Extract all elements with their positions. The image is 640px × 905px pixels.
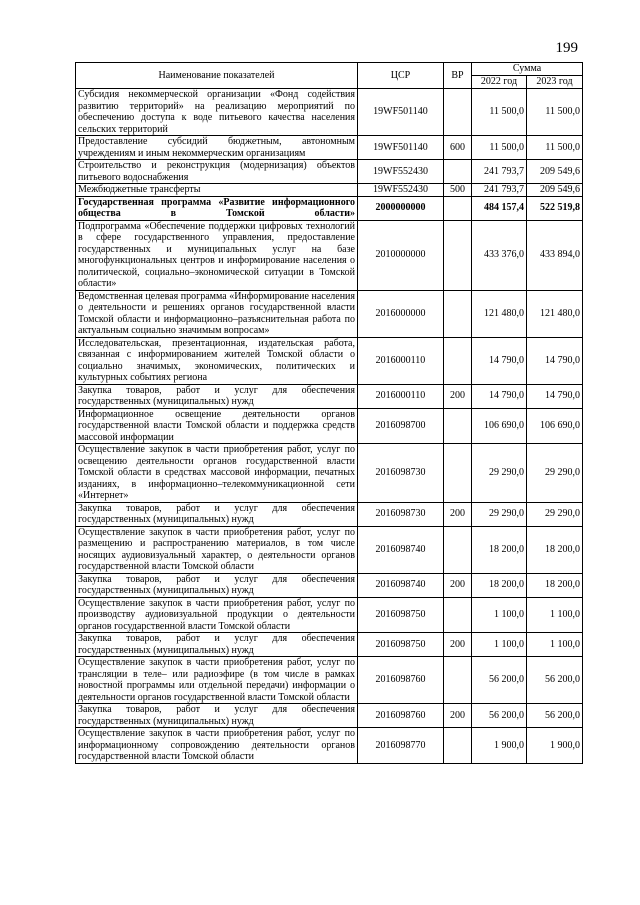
row-name: Государственная программа «Развитие информационного общества в Томской области»	[76, 196, 358, 220]
row-sum-2022: 484 157,4	[472, 196, 527, 220]
row-sum-2022: 18 200,0	[472, 573, 527, 597]
row-name: Строительство и реконструкция (модернизация) объектов питьевого водоснабжения	[76, 160, 358, 184]
budget-table	[75, 62, 583, 764]
row-name: Субсидия некоммерческой организации «Фонд содействия развитию территорий» на реализацию мероприятий по обеспечению доступа к воде питьевого качества населения сельских территорий	[76, 89, 358, 136]
row-name: Предоставление субсидий бюджетным, автономным учреждениям и иным некоммерческим организациям	[76, 136, 358, 160]
row-name: Межбюджетные трансферты	[76, 184, 358, 197]
table-row	[76, 337, 583, 384]
row-csr-code: 2010000000	[358, 220, 444, 290]
row-sum-2022: 18 200,0	[472, 526, 527, 573]
row-sum-2022: 1 900,0	[472, 728, 527, 764]
row-vr-code	[444, 89, 472, 136]
row-vr-code: 500	[444, 184, 472, 197]
row-vr-code	[444, 444, 472, 503]
row-sum-2022: 11 500,0	[472, 136, 527, 160]
row-sum-2022: 433 376,0	[472, 220, 527, 290]
row-sum-2023: 11 500,0	[527, 89, 583, 136]
row-sum-2023: 18 200,0	[527, 526, 583, 573]
row-sum-2022: 56 200,0	[472, 657, 527, 704]
row-csr-code: 2000000000	[358, 196, 444, 220]
row-sum-2023: 1 900,0	[527, 728, 583, 764]
row-name: Информационное освещение деятельности органов государственной власти Томской области и поддержка средств массовой информации	[76, 408, 358, 444]
table-row	[76, 657, 583, 704]
row-sum-2023: 29 290,0	[527, 444, 583, 503]
row-vr-code: 200	[444, 573, 472, 597]
row-sum-2023: 18 200,0	[527, 573, 583, 597]
row-csr-code: 2016098760	[358, 704, 444, 728]
row-sum-2023: 121 480,0	[527, 290, 583, 337]
table-row	[76, 597, 583, 633]
row-csr-code: 2016098730	[358, 502, 444, 526]
row-name: Закупка товаров, работ и услуг для обеспечения государственных (муниципальных) нужд	[76, 384, 358, 408]
table-row	[76, 573, 583, 597]
table-row	[76, 408, 583, 444]
row-vr-code	[444, 196, 472, 220]
table-row	[76, 502, 583, 526]
row-csr-code: 2016098750	[358, 633, 444, 657]
table-row	[76, 184, 583, 197]
row-vr-code	[444, 408, 472, 444]
row-csr-code: 2016000000	[358, 290, 444, 337]
row-sum-2022: 241 793,7	[472, 184, 527, 197]
header-name: Наименование показателей	[76, 63, 358, 89]
row-name: Закупка товаров, работ и услуг для обеспечения государственных (муниципальных) нужд	[76, 633, 358, 657]
row-name: Подпрограмма «Обеспечение поддержки цифровых технологий в сфере государственного управления, предоставление государственных и муниципальных услуг на базе многофункциональных центров и информирование населения о политической, социально–экономической ситуации в Томской области»	[76, 220, 358, 290]
row-csr-code: 19WF501140	[358, 89, 444, 136]
table-row	[76, 526, 583, 573]
row-vr-code: 200	[444, 502, 472, 526]
row-sum-2023: 209 549,6	[527, 160, 583, 184]
row-sum-2023: 209 549,6	[527, 184, 583, 197]
row-csr-code: 2016000110	[358, 337, 444, 384]
header-sum: Сумма	[472, 63, 583, 76]
row-sum-2023: 522 519,8	[527, 196, 583, 220]
table-row	[76, 633, 583, 657]
header-year-2022: 2022 год	[472, 76, 527, 89]
row-vr-code: 200	[444, 704, 472, 728]
row-sum-2023: 14 790,0	[527, 337, 583, 384]
row-vr-code	[444, 160, 472, 184]
row-sum-2022: 14 790,0	[472, 384, 527, 408]
table-row	[76, 704, 583, 728]
row-csr-code: 2016098750	[358, 597, 444, 633]
row-csr-code: 19WF501140	[358, 136, 444, 160]
row-sum-2022: 241 793,7	[472, 160, 527, 184]
row-csr-code: 19WF552430	[358, 160, 444, 184]
row-name: Осуществление закупок в части приобретения работ, услуг по освещению деятельности органов государственной власти Томской области в средствах массовой информации, печатных изданиях, в информационно–телекоммуникационной сети «Интернет»	[76, 444, 358, 503]
row-name: Осуществление закупок в части приобретения работ, услуг по размещению и распространению материалов, в том числе носящих аудиовизуальный характер, о деятельности органов государственной власти Томской области	[76, 526, 358, 573]
row-sum-2023: 1 100,0	[527, 633, 583, 657]
row-name: Осуществление закупок в части приобретения работ, услуг по трансляции в теле– или радиоэфире (в том числе в рамках новостной программы или отдельной передачи) информации о деятельности органов государственной власти Томской области	[76, 657, 358, 704]
row-csr-code: 2016000110	[358, 384, 444, 408]
row-name: Закупка товаров, работ и услуг для обеспечения государственных (муниципальных) нужд	[76, 573, 358, 597]
row-sum-2022: 121 480,0	[472, 290, 527, 337]
header-vr: ВР	[444, 63, 472, 89]
row-sum-2023: 29 290,0	[527, 502, 583, 526]
table-row	[76, 444, 583, 503]
row-vr-code	[444, 728, 472, 764]
row-sum-2023: 14 790,0	[527, 384, 583, 408]
row-name: Осуществление закупок в части приобретения работ, услуг по информационному сопровождению деятельности органов государственной власти Томской области	[76, 728, 358, 764]
row-csr-code: 2016098740	[358, 526, 444, 573]
row-vr-code	[444, 526, 472, 573]
row-sum-2023: 11 500,0	[527, 136, 583, 160]
row-name: Ведомственная целевая программа «Информирование населения о деятельности и решениях органов государственной власти Томской области и информационно–разъяснительная работа по актуальным социально значимым вопросам»	[76, 290, 358, 337]
table-row	[76, 220, 583, 290]
table-body	[76, 89, 583, 764]
row-sum-2023: 56 200,0	[527, 704, 583, 728]
row-sum-2022: 1 100,0	[472, 633, 527, 657]
row-sum-2022: 29 290,0	[472, 502, 527, 526]
table-row	[76, 384, 583, 408]
table-row	[76, 89, 583, 136]
row-vr-code	[444, 337, 472, 384]
page-number: 199	[555, 40, 578, 56]
row-name: Закупка товаров, работ и услуг для обеспечения государственных (муниципальных) нужд	[76, 502, 358, 526]
row-csr-code: 2016098740	[358, 573, 444, 597]
row-sum-2023: 433 894,0	[527, 220, 583, 290]
row-vr-code: 200	[444, 384, 472, 408]
row-name: Закупка товаров, работ и услуг для обеспечения государственных (муниципальных) нужд	[76, 704, 358, 728]
table-row	[76, 290, 583, 337]
table-row	[76, 136, 583, 160]
row-csr-code: 2016098730	[358, 444, 444, 503]
row-sum-2022: 106 690,0	[472, 408, 527, 444]
row-name: Исследовательская, презентационная, издательская работа, связанная с информированием жителей Томской области о социально значимых, экономических, политических и культурных событиях региона	[76, 337, 358, 384]
table-row	[76, 728, 583, 764]
row-csr-code: 2016098700	[358, 408, 444, 444]
header-csr: ЦСР	[358, 63, 444, 89]
row-vr-code	[444, 220, 472, 290]
row-csr-code: 2016098760	[358, 657, 444, 704]
header-year-2023: 2023 год	[527, 76, 583, 89]
row-sum-2022: 11 500,0	[472, 89, 527, 136]
row-sum-2022: 29 290,0	[472, 444, 527, 503]
table-row	[76, 160, 583, 184]
row-sum-2023: 56 200,0	[527, 657, 583, 704]
row-vr-code	[444, 657, 472, 704]
row-sum-2022: 56 200,0	[472, 704, 527, 728]
row-vr-code: 600	[444, 136, 472, 160]
row-sum-2022: 1 100,0	[472, 597, 527, 633]
row-sum-2022: 14 790,0	[472, 337, 527, 384]
row-csr-code: 2016098770	[358, 728, 444, 764]
row-sum-2023: 1 100,0	[527, 597, 583, 633]
row-vr-code	[444, 290, 472, 337]
row-sum-2023: 106 690,0	[527, 408, 583, 444]
row-csr-code: 19WF552430	[358, 184, 444, 197]
table-row	[76, 196, 583, 220]
row-name: Осуществление закупок в части приобретения работ, услуг по производству аудиовизуальной продукции о деятельности органов государственной власти Томской области	[76, 597, 358, 633]
row-vr-code: 200	[444, 633, 472, 657]
row-vr-code	[444, 597, 472, 633]
